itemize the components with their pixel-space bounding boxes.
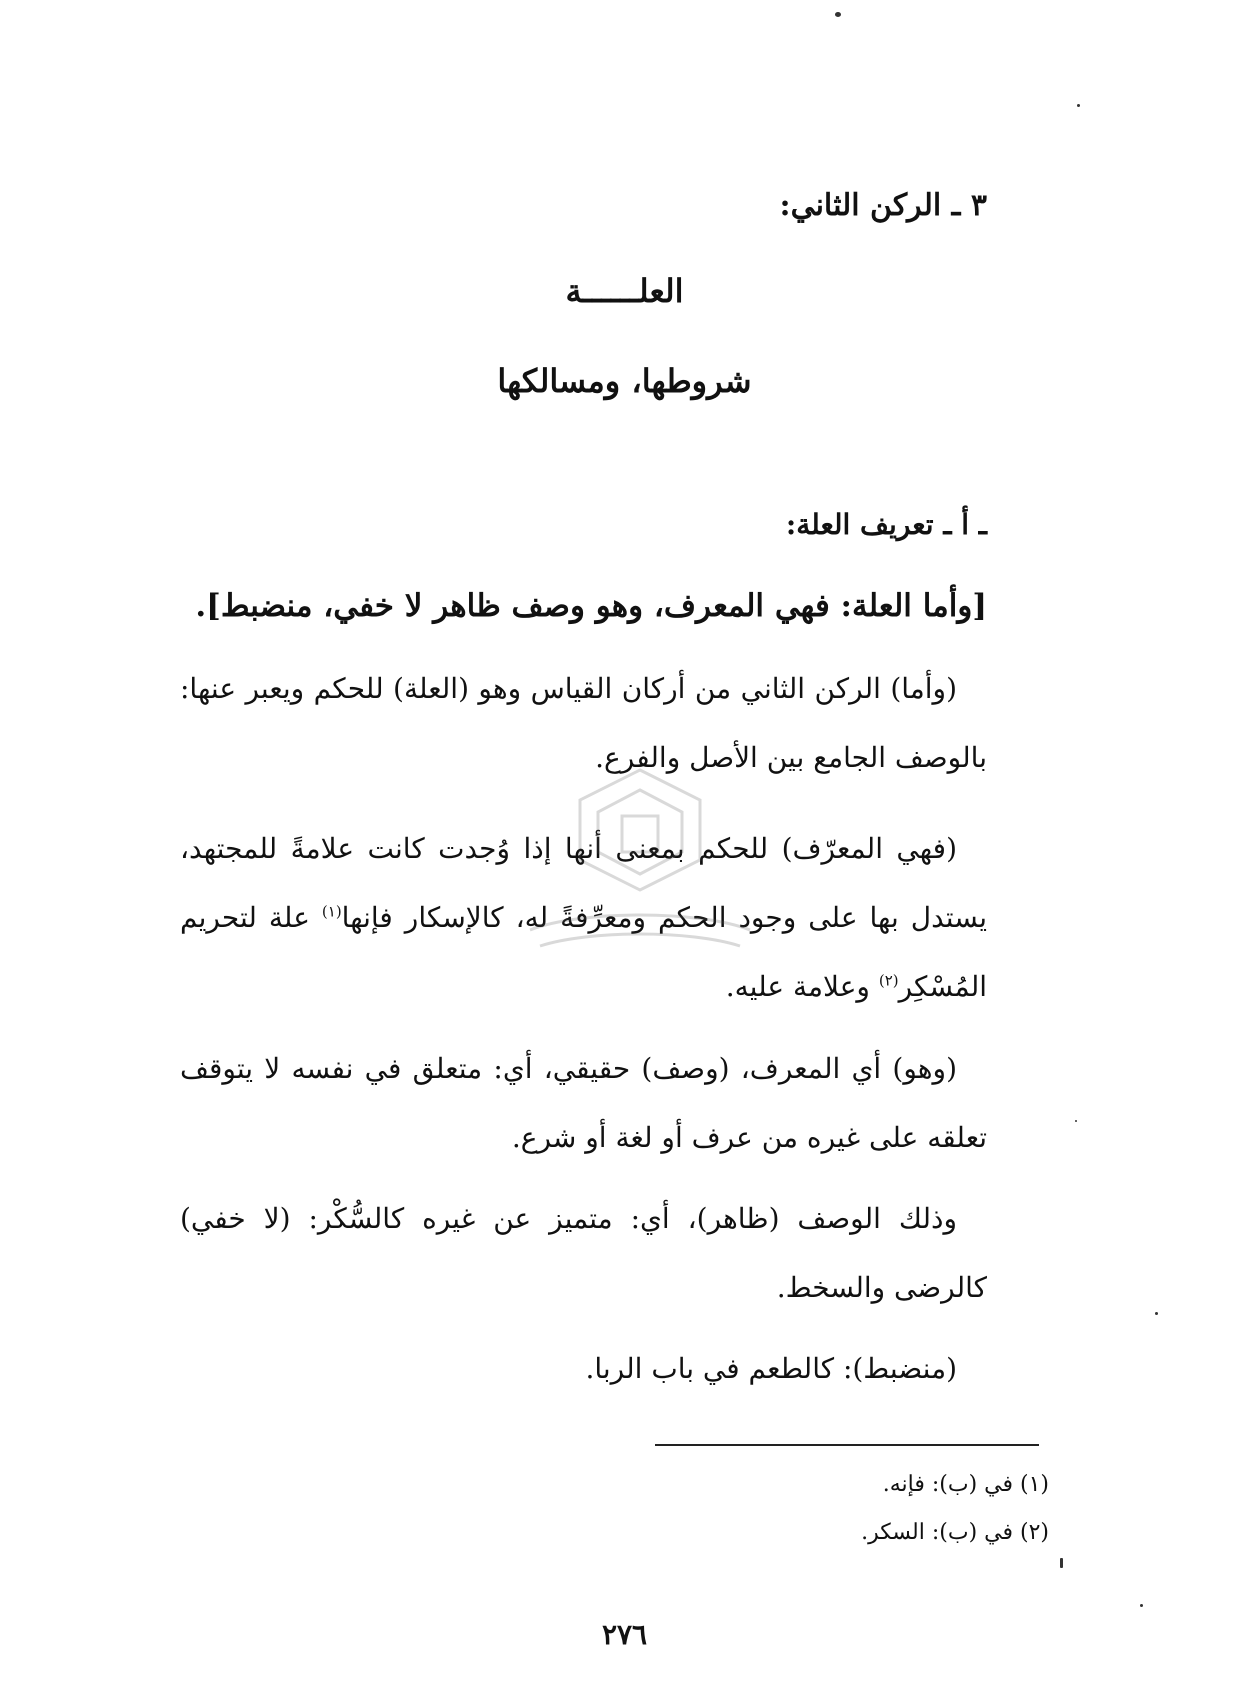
scan-speck [1140, 1604, 1143, 1607]
footnote-ref: (١) [321, 902, 342, 921]
matn-text: [وأما العلة: فهي المعرف، وهو وصف ظاهر لا خفي، منضبط]. [195, 588, 987, 624]
paragraph-text: وعلامة عليه. [725, 970, 879, 1003]
scan-speck [1155, 1312, 1158, 1315]
footnote-divider [655, 1444, 1039, 1446]
commentary-paragraph: (وأما) الركن الثاني من أركان القياس وهو (العلة) للحكم ويعبر عنها: بالوصف الجامع بين الأصل والفرع. [180, 672, 987, 774]
scan-speck [835, 12, 841, 17]
footnote: (١) في (ب): فإنه. [882, 1472, 1049, 1497]
subsection-heading: ـ أ ـ تعريف العلة: [785, 508, 987, 541]
scan-speck [1060, 1558, 1063, 1568]
scan-speck [1075, 1120, 1077, 1122]
page-number: ٢٧٦ [601, 1618, 648, 1651]
footnote: (٢) في (ب): السكر. [861, 1520, 1049, 1545]
section-heading: ٣ ـ الركن الثاني: [779, 188, 987, 223]
commentary-paragraph: (منضبط): كالطعم في باب الربا. [585, 1352, 957, 1385]
library-stamp-icon [510, 760, 770, 960]
paragraph-text: علة لتحريم المُسْكِر [180, 901, 987, 1003]
commentary-paragraph: وذلك الوصف (ظاهر)، أي: متميز عن غيره كالسُّكْر: (لا خفي) كالرضى والسخط. [180, 1202, 987, 1304]
footnote-ref: (٢) [878, 971, 899, 990]
chapter-title: العلــــــة [565, 272, 684, 310]
commentary-paragraph: (وهو) أي المعرف، (وصف) حقيقي، أي: متعلق في نفسه لا يتوقف تعلقه على غيره من عرف أو لغة أو شرع. [180, 1052, 987, 1154]
paragraph-text: (فهي المعرّف) للحكم بمعنى أنها إذا وُجدت كانت علامةً للمجتهد، يستدل بها على وجود الحكم ومعرِّفةً له، كالإسكار فإنها [180, 832, 987, 934]
chapter-subtitle: شروطها، ومسالكها [497, 362, 752, 400]
scan-speck [1077, 104, 1080, 107]
